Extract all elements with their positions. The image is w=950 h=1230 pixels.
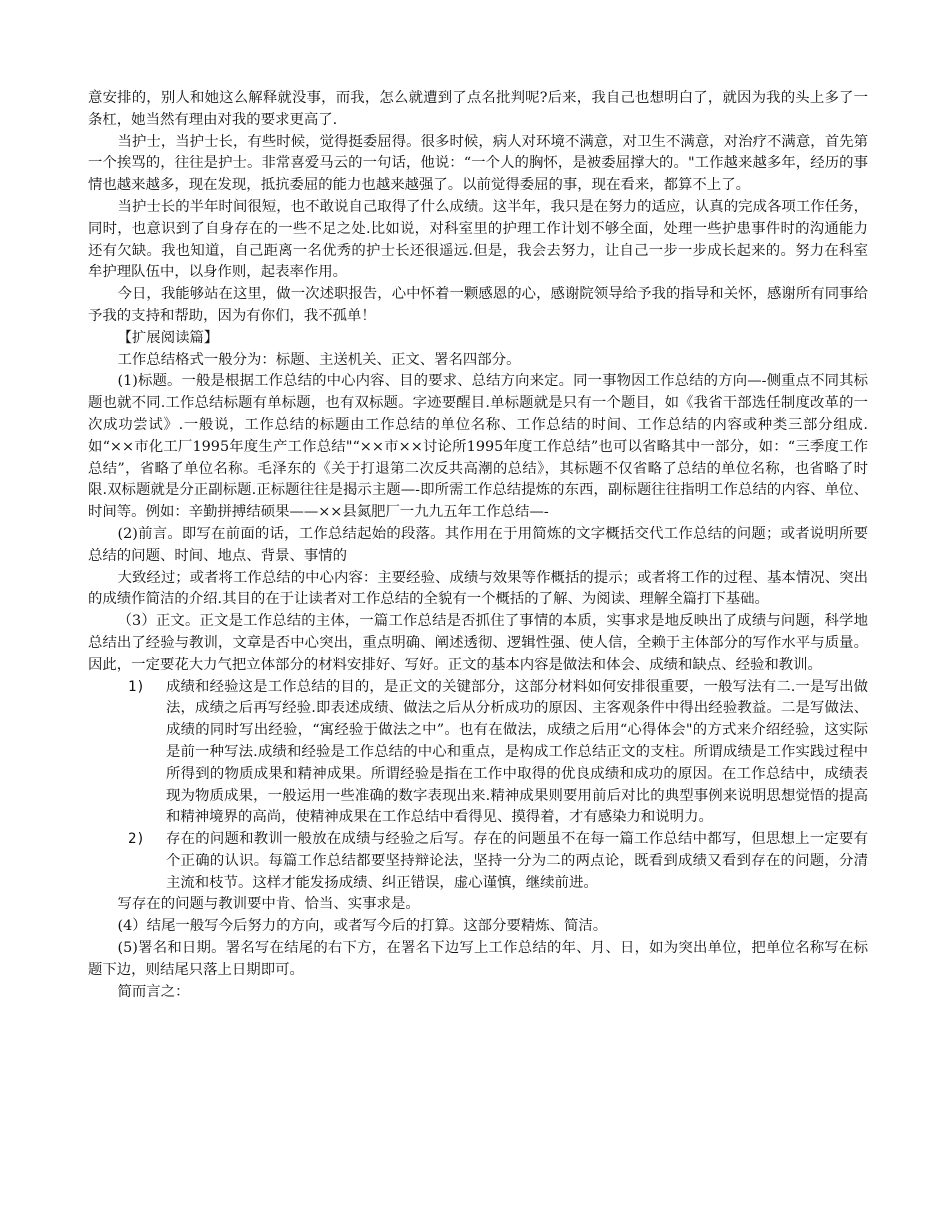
list-item-number: 2) bbox=[128, 831, 145, 848]
list-item-text: 成绩和经验这是工作总结的目的，是正文的关键部分，这部分材料如何安排很重要，一般写法有二.一是写出做法，成绩之后再写经验.即表述成绩、做法之后从分析成功的原因、主客观条件中得出经验教益。二是写做法、成绩的同时写出经验，“寓经验于做法之中”。也有在做法，成绩之后用“心得体会"的方式来介绍经验，这实际是前一种写法.成绩和经验是工作总结的中心和重点，是构成工作总结正文的支柱。所谓成绩是工作实践过程中所得到的物质成果和精神成果。所谓经验是指在工作中取得的优良成绩和成功的原因。在工作总结中，成绩表现为物质成果，一般运用一些准确的数字表现出来.精神成果则要用前后对比的典型事例来说明思想觉悟的提高和精神境界的高尚，使精神成果在工作总结中看得见、摸得着，才有感染力和说明力。 bbox=[166, 678, 868, 826]
document-page bbox=[88, 88, 868, 1003]
list-item bbox=[88, 829, 868, 894]
paragraph-gratitude: 今日，我能够站在这里，做一次述职报告，心中怀着一颗感恩的心，感谢院领导给予我的指导和关怀，感谢所有同事给予我的支持和帮助，因为有你们，我不孤单！ bbox=[88, 286, 868, 324]
paragraph-ending-section: (4）结尾一般写今后努力的方向，或者写今后的打算。这部分要精炼、简洁。 bbox=[117, 918, 608, 935]
list-item-number: 1) bbox=[128, 678, 145, 695]
numbered-list bbox=[88, 677, 868, 895]
paragraph-continuation: 意安排的，别人和她这么解释就没事，而我，怎么就遭到了点名批判呢?后来，我自己也想明白了，就因为我的头上多了一条杠，她当然有理由对我的要求更高了. bbox=[88, 90, 868, 128]
paragraph-in-short: 简而言之： bbox=[117, 983, 190, 1000]
list-item-text: 存在的问题和教训一般放在成绩与经验之后写。存在的问题虽不在每一篇工作总结中都写，但思想上一定要有个正确的认识。每篇工作总结都要坚持辩论法，坚持一分为二的两点论，既看到成绩又看到存在的问题，分清主流和枝节。这样才能发扬成绩、纠正错误，虚心谨慎，继续前进。 bbox=[166, 831, 868, 891]
list-item bbox=[88, 677, 868, 830]
paragraph-format-overview: 工作总结格式一般分为：标题、主送机关、正文、署名四部分。 bbox=[117, 351, 521, 368]
paragraph-preface-section: (2)前言。即写在前面的话，工作总结起始的段落。其作用在于用简炼的文字概括交代工作总结的问题；或者说明所要总结的问题、时间、地点、背景、事情的 bbox=[88, 525, 868, 564]
paragraph-preface-continued: 大致经过；或者将工作总结的中心内容：主要经验、成绩与效果等作概括的提示；或者将工作的过程、基本情况、突出的成绩作简洁的介绍.其目的在于让读者对工作总结的全貌有一个概括的了解、为阅读、理解全篇打下基础。 bbox=[88, 569, 868, 608]
paragraph-title-section: (1)标题。一般是根据工作总结的中心内容、目的要求、总结方向来定。同一事物因工作总结的方向—-侧重点不同其标题也就不同.工作总结标题有单标题，也有双标题。字迹要醒目.单标题就是只有一个题目，如《我省干部选任制度改革的一次成功尝试》.一般说，工作总结的标题由工作总结的单位名称、工作总结的时间、工作总结的内容或种类三部分组成.如“××市化工厂1995年度生产工作总结"“××市××讨论所1995年度工作总结”也可以省略其中一部分，如：“三季度工作总结”，省略了单位名称。毛泽东的《关于打退第二次反共高潮的总结》，其标题不仅省略了总结的单位名称，也省略了时限.双标题就是分正副标题.正标题往往是揭示主题—-即所需工作总结提炼的东西，副标题往往指明工作总结的内容、单位、时间等。例如：辛勤拼搏结硕果——××县氮肥厂一九九五年工作总结—- bbox=[88, 373, 868, 521]
paragraph-grievance: 当护士，当护士长，有些时候，觉得挺委屈得。很多时候，病人对环境不满意，对卫生不满意，对治疗不满意，首先第一个挨骂的，往往是护士。非常喜爱马云的一句话，他说：“一个人的胸怀，是被委屈撑大的。"工作越来越多年，经历的事情也越来越多，现在发现，抵抗委屈的能力也越来越强了。以前觉得委屈的事，现在看来，都算不上了。 bbox=[88, 133, 868, 194]
paragraph-signature-section: (5)署名和日期。署名写在结尾的右下方，在署名下边写上工作总结的年、月、日，如为突出单位，把单位名称写在标题下边，则结尾只落上日期即可。 bbox=[88, 940, 868, 978]
paragraph-half-year: 当护士长的半年时间很短，也不敢说自己取得了什么成绩。这半年，我只是在努力的适应，认真的完成各项工作任务，同时，也意识到了自身存在的一些不足之处.比如说，对科室里的护理工作计划不够全面，处理一些护患事件时的沟通能力还有欠缺。我也知道，自己距离一名优秀的护士长还很遥远.但是，我会去努力，让自己一步一步成长起来的。努力在科室牟护理队伍中，以身作则，起表率作用。 bbox=[88, 198, 868, 281]
section-heading-extended-reading: 【扩展阅读篇】 bbox=[117, 329, 219, 346]
paragraph-problems-note: 写存在的问题与教训要中肯、恰当、实事求是。 bbox=[117, 896, 420, 913]
paragraph-body-section: （3）正文。正文是工作总结的主体，一篇工作总结是否抓住了事情的本质，实事求是地反映出了成绩与问题，科学地总结出了经验与教训，文章是否中心突出，重点明确、阐述透彻、逻辑性强、使人信，全赖于主体部分的写作水平与质量。因此，一定要花大力气把立体部分的材料安排好、写好。正文的基本内容是做法和体会、成绩和缺点、经验和教训。 bbox=[88, 613, 868, 673]
